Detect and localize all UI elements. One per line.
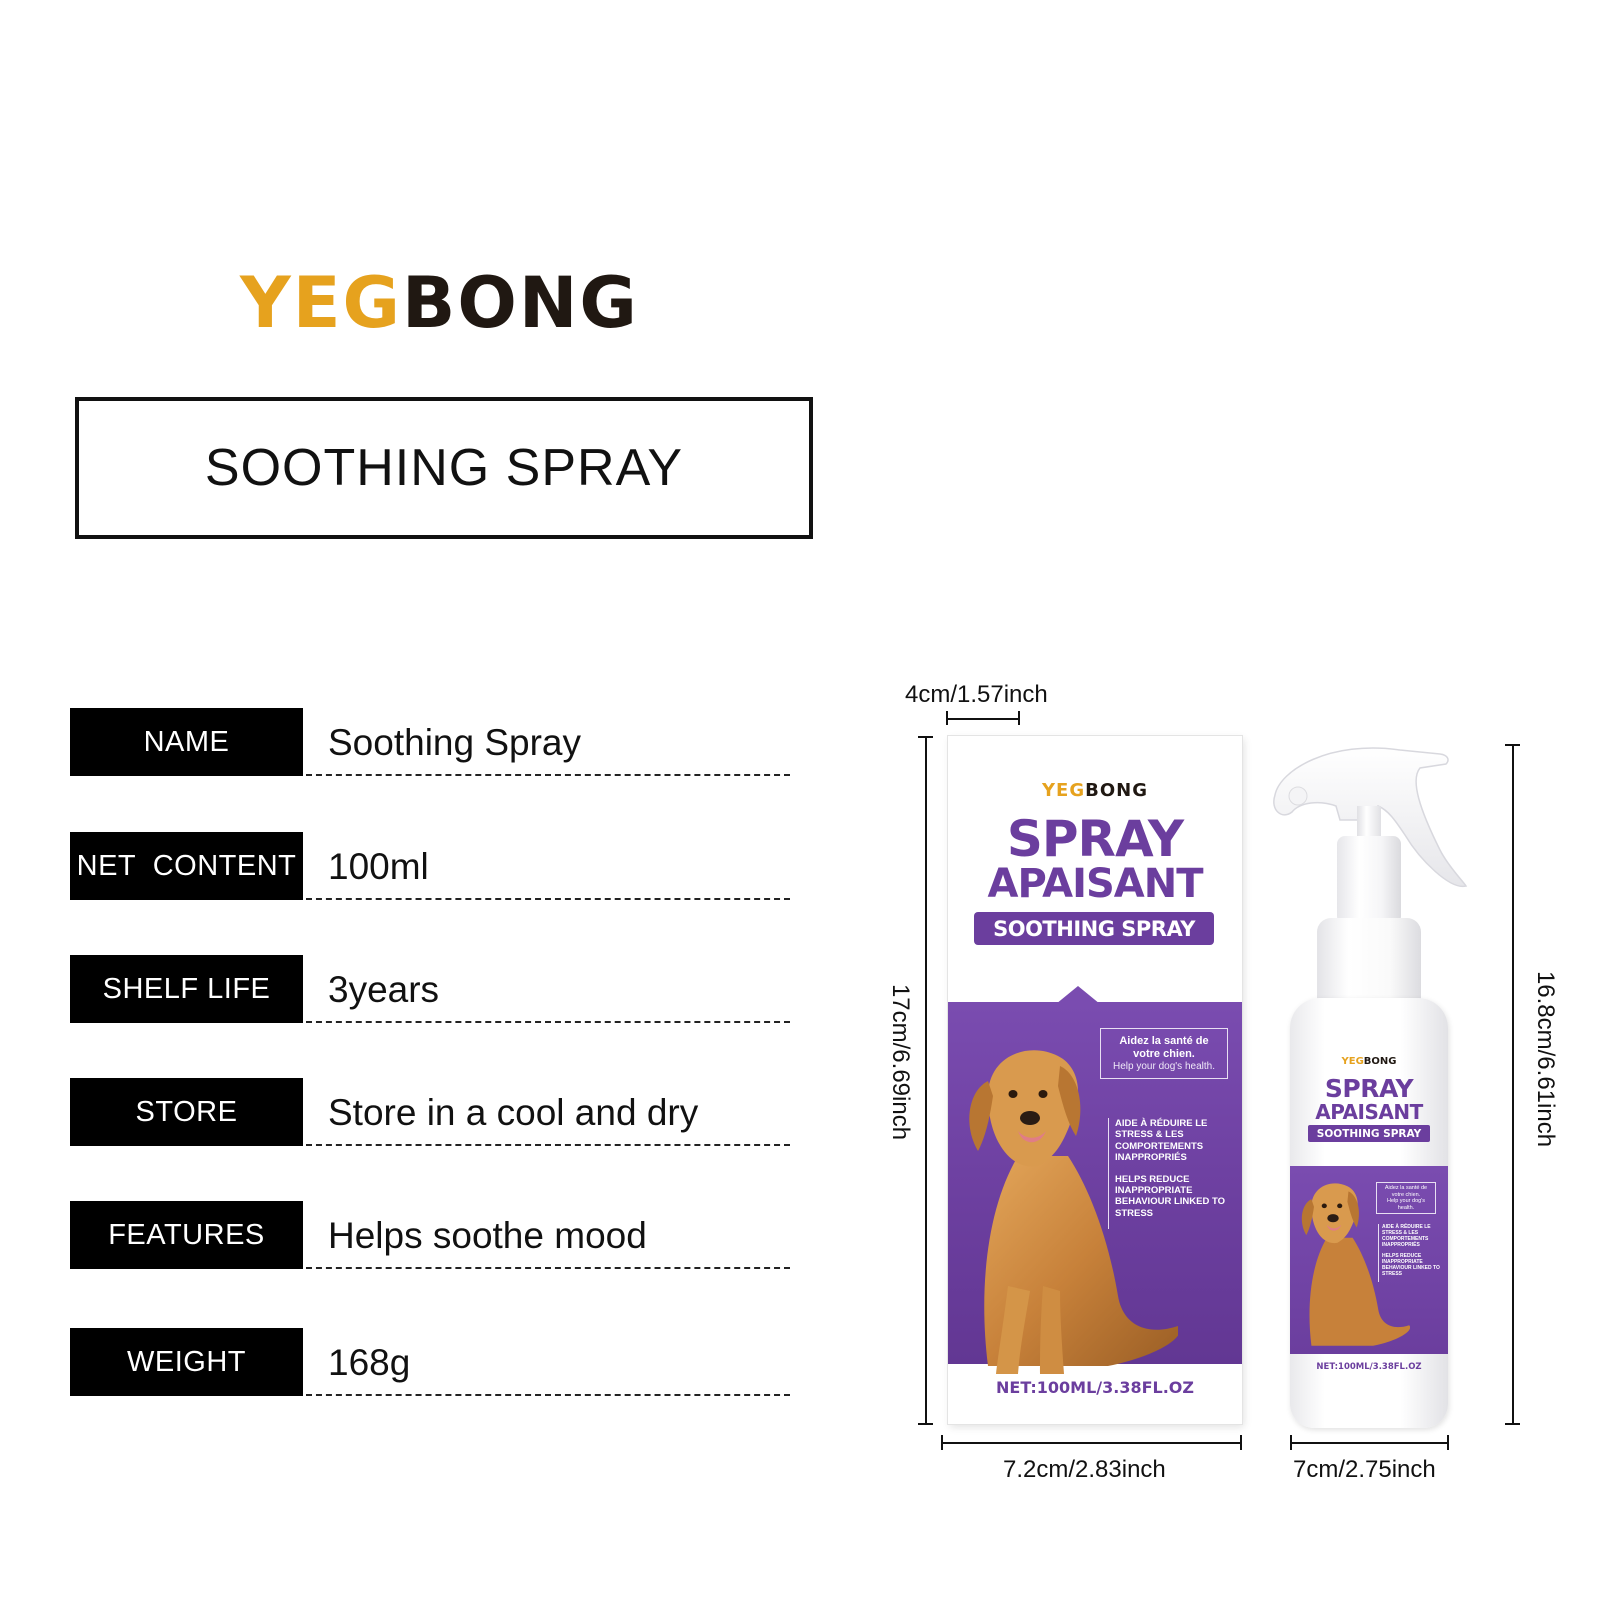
spec-value: Helps soothe mood (328, 1215, 647, 1256)
bottle-brand-part2: BONG (1363, 1056, 1397, 1067)
box-width-label: 7.2cm/2.83inch (1003, 1456, 1166, 1483)
box-net-content: NET:100ML/3.38FL.OZ (996, 1378, 1194, 1397)
box-width-tick (941, 1435, 943, 1450)
spec-divider (306, 898, 790, 900)
box-brand-part2: BONG (1085, 780, 1148, 801)
box-bubble-en: Help your dog's health. (1113, 1061, 1215, 1073)
box-claim-en: HELPS REDUCE INAPPROPRIATE BEHAVIOUR LINKED TO STRESS (1115, 1173, 1225, 1219)
bottle-title-line2: APAISANT (1315, 1100, 1423, 1124)
box-depth-tick (946, 711, 948, 725)
bottle-bubble-en: Help your dog's health. (1386, 1198, 1426, 1211)
spec-row-name (70, 708, 790, 776)
bottle-title-line1: SPRAY (1324, 1074, 1414, 1103)
bottle-dog-illustration (1290, 1176, 1410, 1354)
box-brand-part1: YEG (1042, 780, 1086, 801)
spec-value: 168g (328, 1342, 411, 1383)
golden-retriever-illustration (948, 1036, 1178, 1382)
page-title: SOOTHING SPRAY (204, 439, 684, 497)
bottle-purple-panel (1290, 1166, 1448, 1354)
box-height-line (925, 736, 927, 1424)
spec-value: Soothing Spray (328, 722, 582, 763)
box-height-tick (918, 736, 933, 738)
spec-divider (306, 1021, 790, 1023)
spec-row-store (70, 1078, 790, 1146)
spec-label: WEIGHT (70, 1328, 303, 1396)
bottle-width-tick (1447, 1435, 1449, 1450)
bottle-cap (1337, 836, 1401, 924)
spec-label: NET CONTENT (70, 832, 303, 900)
bottle-width-label: 7cm/2.75inch (1293, 1456, 1436, 1483)
bottle-height-tick (1505, 1423, 1520, 1425)
box-height-label: 17cm/6.69inch (887, 983, 914, 1141)
spec-label: SHELF LIFE (70, 955, 303, 1023)
bottle-height-label: 16.8cm/6.61inch (1532, 970, 1559, 1148)
brand-logo-part1: YEG (240, 262, 402, 344)
box-claim-fr: AIDE À RÉDUIRE LE STRESS & LES COMPORTEMENTS INAPPROPRIÉS (1115, 1118, 1208, 1164)
box-bubble-fr: Aidez la santé de votre chien. (1119, 1035, 1209, 1061)
box-brand-logo (948, 780, 1242, 801)
bottle-stem (1357, 806, 1381, 840)
title-box (75, 397, 813, 539)
spec-row-net-content (70, 832, 790, 900)
bottle-brand-part1: YEG (1341, 1056, 1364, 1067)
bottle-height-tick (1505, 744, 1520, 746)
spec-divider (306, 1144, 790, 1146)
spec-value: Store in a cool and dry (328, 1092, 699, 1133)
box-width-tick (1240, 1435, 1242, 1450)
bottle-brand-logo (1290, 1056, 1448, 1067)
box-depth-line (946, 718, 1019, 720)
bottle-height-line (1512, 744, 1514, 1424)
bottle-neck (1317, 918, 1421, 1006)
box-depth-label: 4cm/1.57inch (905, 681, 1048, 708)
spec-value: 3years (328, 969, 440, 1010)
spec-divider (306, 1394, 790, 1396)
spec-row-weight (70, 1328, 790, 1396)
box-width-line (941, 1442, 1241, 1444)
brand-logo (240, 262, 639, 344)
spec-row-shelf-life (70, 955, 790, 1023)
bottle-claim-en: HELPS REDUCE INAPPROPRIATE BEHAVIOUR LINKED TO STRESS (1382, 1253, 1440, 1277)
product-box (948, 736, 1242, 1424)
spec-label: FEATURES (70, 1201, 303, 1269)
bottle-net-content: NET:100ML/3.38FL.OZ (1316, 1362, 1422, 1372)
spec-divider (306, 1267, 790, 1269)
bottle-bubble-fr: Aidez la santé de votre chien. (1384, 1185, 1428, 1198)
box-depth-tick (1018, 711, 1020, 725)
bottle-width-line (1290, 1442, 1448, 1444)
spec-divider (306, 774, 790, 776)
spray-bottle (1290, 998, 1448, 1428)
spec-row-features (70, 1201, 790, 1269)
box-title-line1: SPRAY (1006, 810, 1184, 868)
bottle-subtitle-pill: SOOTHING SPRAY (1308, 1125, 1430, 1142)
box-height-tick (918, 1423, 933, 1425)
box-subtitle-pill: SOOTHING SPRAY (974, 912, 1214, 945)
bottle-width-tick (1290, 1435, 1292, 1450)
box-title-line2: APAISANT (987, 861, 1203, 907)
spec-label: STORE (70, 1078, 303, 1146)
spec-label: NAME (70, 708, 303, 776)
bottle-claim-fr: AIDE À RÉDUIRE LE STRESS & LES COMPORTEMENTS INAPPROPRIÉS (1382, 1224, 1431, 1248)
spec-value: 100ml (328, 846, 429, 887)
brand-logo-part2: BONG (401, 262, 639, 344)
